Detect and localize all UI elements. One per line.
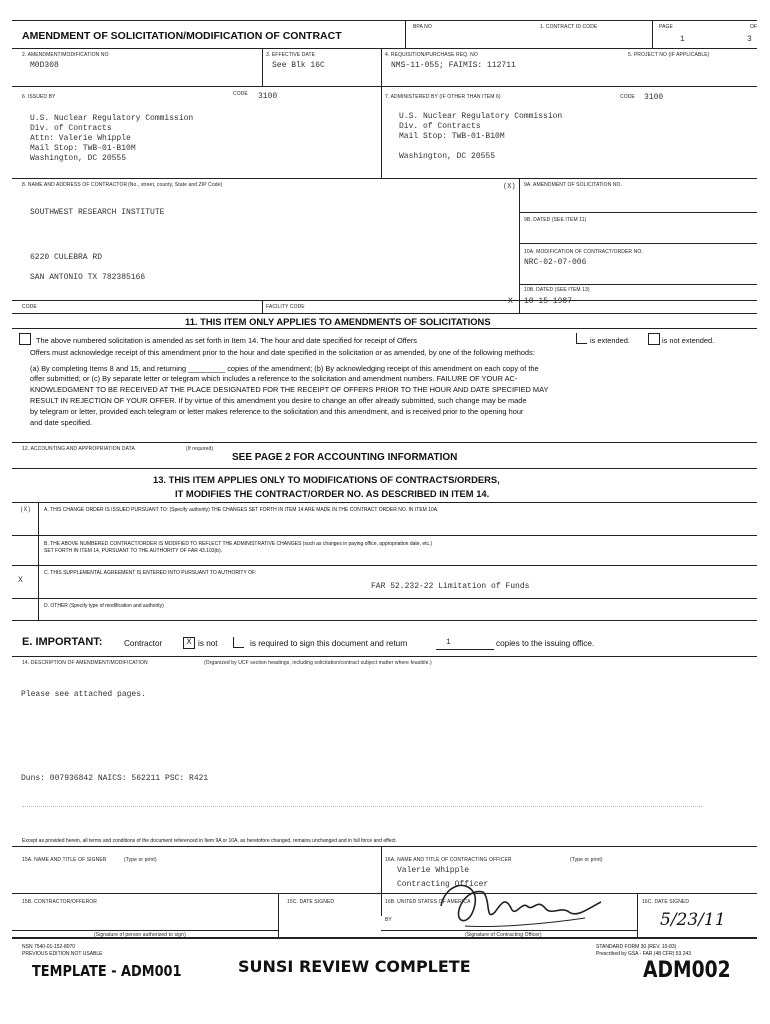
item7-label: 7. ADMINISTERED BY (IF OTHER THAN ITEM 6) [385,94,501,100]
item13c-authority: FAR 52.232-22 Limitation of Funds [371,582,530,591]
item9b-label: 9B. DATED (SEE ITEM 11) [524,217,587,223]
item11-line: Offers must acknowledge receipt of this amendment prior to the hour and date specified in the solicitation or as amended, by one of the following methods: [30,348,535,357]
duns-line: Duns: 007936842 NAICS: 562211 PSC: R421 [21,774,209,783]
page-total: 3 [747,35,752,44]
item11-line: offer submitted; or (c) By separate letter or telegram which includes a reference to the solicitation and amendment numbers. FAILURE OF YOUR AC- [30,374,518,383]
except-clause: Except as provided herein, all terms and conditions of the document referenced in Item 9A or 10A, as heretofore changed, remains unchanged and in full force and effect. [22,838,397,844]
contract-date: 10-15-1987 [524,297,573,306]
item11-checkbox[interactable] [19,333,31,345]
item15a-label: 15A. NAME AND TITLE OF SIGNER [22,857,107,863]
issued-by-line: Div. of Contracts [30,124,112,133]
template-stamp: TEMPLATE - ADM001 [32,962,182,980]
accounting-info: SEE PAGE 2 FOR ACCOUNTING INFORMATION [232,452,458,463]
item3-label: 3. EFFECTIVE DATE [266,52,316,58]
contractor-address-1: 6220 CULEBRA RD [30,253,103,262]
item13-check-label: (X) [20,506,31,513]
is-not-label: is not [198,639,218,648]
item13b-line-2: SET FORTH IN ITEM 14, PURSUANT TO THE AUTHORITY OF FAR 43.103(b). [44,548,223,554]
date-signed: 5/23/11 [660,910,726,930]
faint-line [22,806,702,807]
item5-label: 5. PROJECT NO (IF APPLICABLE) [628,52,710,58]
item4-label: 4. REQUISITION/PURCHASE REQ. NO [385,52,478,58]
previous-edition: PREVIOUS EDITION NOT USABLE [22,951,103,957]
administered-by-line: Mail Stop: TWB-01-B10M [399,132,505,141]
extended-checkbox[interactable] [576,333,587,344]
item14-label: 14. DESCRIPTION OF AMENDMENT/MODIFICATION [22,660,148,666]
item14-sub: (Organized by UCF section headings, including solicitation/contract subject matter where feasible.) [204,660,432,666]
nsn: NSN 7540-01-152-8070 [22,944,76,950]
item11-line: and date specified. [30,418,93,427]
item16a-label: 16A. NAME AND TITLE OF CONTRACTING OFFICER [385,857,512,863]
item9-mark: (X) [503,183,516,191]
item11-line: RESULT IN REJECTION OF YOUR OFFER. If by virtue of this amendment you desire to change an offer already submitted, such change may be made [30,396,527,405]
page-label: PAGE [659,24,673,30]
not-extended-label: is not extended. [662,336,715,345]
item12-sub: (If required) [186,446,214,452]
administered-by-line: Washington, DC 20555 [399,152,496,161]
description-text: Please see attached pages. [21,690,146,699]
form-title: AMENDMENT OF SOLICITATION/MODIFICATION OF CONTRACT [22,30,342,42]
item13c-mark: X [18,576,23,585]
administered-by-line: Div. of Contracts [399,122,481,131]
code-label: CODE [22,304,37,310]
facility-code-label: FACILITY CODE [266,304,305,310]
item10a-label: 10A. MODIFICATION OF CONTRACT/ORDER NO. [524,249,643,255]
issued-by-line: U.S. Nuclear Regulatory Commission [30,114,194,123]
item11-title: 11. THIS ITEM ONLY APPLIES TO AMENDMENTS OF SOLICITATIONS [185,316,491,327]
page-number: 1 [680,35,685,44]
item9a-label: 9A. AMENDMENT OF SOLICITATION NO. [524,182,623,188]
contractor-name: SOUTHWEST RESEARCH INSTITUTE [30,208,165,217]
is-required-label: is required to sign this document and return [250,639,408,648]
item11-line: KNOWLEDGMENT TO BE RECEIVED AT THE PLACE DESIGNATED FOR THE RECEIPT OF OFFERS PRIOR TO THE HOUR AND DATE SPECIFIED MAY [30,385,549,394]
item13b-line-1: B. THE ABOVE NUMBERED CONTRACT/ORDER IS MODIFIED TO REFLECT THE ADMINISTRATIVE CHANGES (such as changes in paying office, appropriation date, etc.) [44,541,433,547]
important-contractor: Contractor [124,639,163,648]
by-label: BY [385,917,392,923]
standard-form: STANDARD FORM 30 (REV. 10-83) [596,944,677,950]
sunsi-stamp: SUNSI REVIEW COMPLETE [238,957,471,976]
bpa-label: BPA NO [413,24,432,30]
contracting-officer-name: Valerie Whipple [397,866,470,875]
item16b-sub: (Signature of Contracting Officer) [465,932,542,938]
contract-id-label: 1. CONTRACT ID CODE [540,24,598,30]
item11-line: (a) By completing Items 8 and 15, and returning _________ copies of the amendment; (b) By acknowledging receipt of this amendment on each copy of the [30,364,539,373]
of-label: OF [750,24,758,30]
item8-label: 8. NAME AND ADDRESS OF CONTRACTOR [22,182,128,188]
item15a-sub: (Type or print) [124,857,157,863]
issued-by-line: Mail Stop: TWB-01-B10M [30,144,136,153]
item16a-sub: (Type or print) [570,857,603,863]
is-required-checkbox[interactable] [233,637,244,648]
item15b-sub: (Signature of person authorized to sign) [94,932,186,938]
item13a: A. THIS CHANGE ORDER IS ISSUED PURSUANT TO: (Specify authority) THE CHANGES SET FORTH IN ITEM 14 ARE MADE IN THE CONTRACT ORDER NO. IN ITEM 10A. [44,507,439,513]
item7-code: 3100 [644,93,664,102]
issued-by-line: Attn: Valerie Whipple [30,134,131,143]
item6-code: 3100 [258,92,278,101]
item7-code-label: CODE [620,94,635,100]
item13c: C. THIS SUPPLEMENTAL AGREEMENT IS ENTERED INTO PURSUANT TO AUTHORITY OF: [44,570,257,576]
contracting-officer-title: Contracting Officer [397,880,489,889]
extended-label: is extended. [590,336,630,345]
copies-count: 1 [446,638,451,647]
item10b-mark: X [508,297,513,306]
adm-stamp: ADM002 [643,958,731,983]
item11-line: by telegram or letter, provided each telegram or letter makes reference to the solicitation and this amendment, and is received prior to the opening hour [30,407,524,416]
contract-number: NRC-02-07-006 [524,258,587,267]
signature [425,868,625,934]
item8-sub: (No., street, county, State and ZIP Code) [128,182,223,188]
is-not-checkbox[interactable]: X [183,637,195,649]
important-label: E. IMPORTANT: [22,636,103,648]
item13d: D. OTHER (Specify type of modification and authority) [44,603,164,609]
contractor-address-2: SAN ANTONIO TX 782385166 [30,273,146,282]
item15c-label: 15C. DATE SIGNED [287,899,335,905]
item15b-label: 15B. CONTRACTOR/OFFEROR [22,899,97,905]
item16c-label: 16C. DATE SIGNED [642,899,690,905]
requisition-number: NMS-11-055; FAIMIS: 112711 [391,61,516,70]
item6-label: 6. ISSUED BY [22,94,56,100]
item10b-label: 10B. DATED (SEE ITEM 13) [524,287,590,293]
item2-label: 2. AMENDMENT/MODIFICATION NO [22,52,109,58]
administered-by-line: U.S. Nuclear Regulatory Commission [399,112,563,121]
effective-date: See Blk 16C [272,61,325,70]
item11-line: The above numbered solicitation is amended as set forth in Item 14. The hour and date specified for receipt of Offers [36,336,417,345]
item13-title-1: 13. THIS ITEM APPLIES ONLY TO MODIFICATIONS OF CONTRACTS/ORDERS, [153,474,500,485]
issued-by-block [30,114,193,164]
item16b-label: 16B. UNITED STATES OF AMERICA [385,899,471,905]
amendment-number: M0D308 [30,61,59,70]
prescribed-by: Prescribed by GSA - FAR (48 CFR) 53.243 [596,951,692,957]
administered-by-line [399,142,562,152]
copies-label: copies to the issuing office. [496,639,595,648]
item6-code-label: CODE [233,91,248,97]
not-extended-checkbox[interactable] [648,333,660,345]
item13-title-2: IT MODIFIES THE CONTRACT/ORDER NO. AS DESCRIBED IN ITEM 14. [175,488,490,499]
issued-by-line: Washington, DC 20555 [30,154,127,163]
administered-by-block [399,112,562,162]
item12-label: 12. ACCOUNTING AND APPROPRIATION DATA [22,446,135,452]
